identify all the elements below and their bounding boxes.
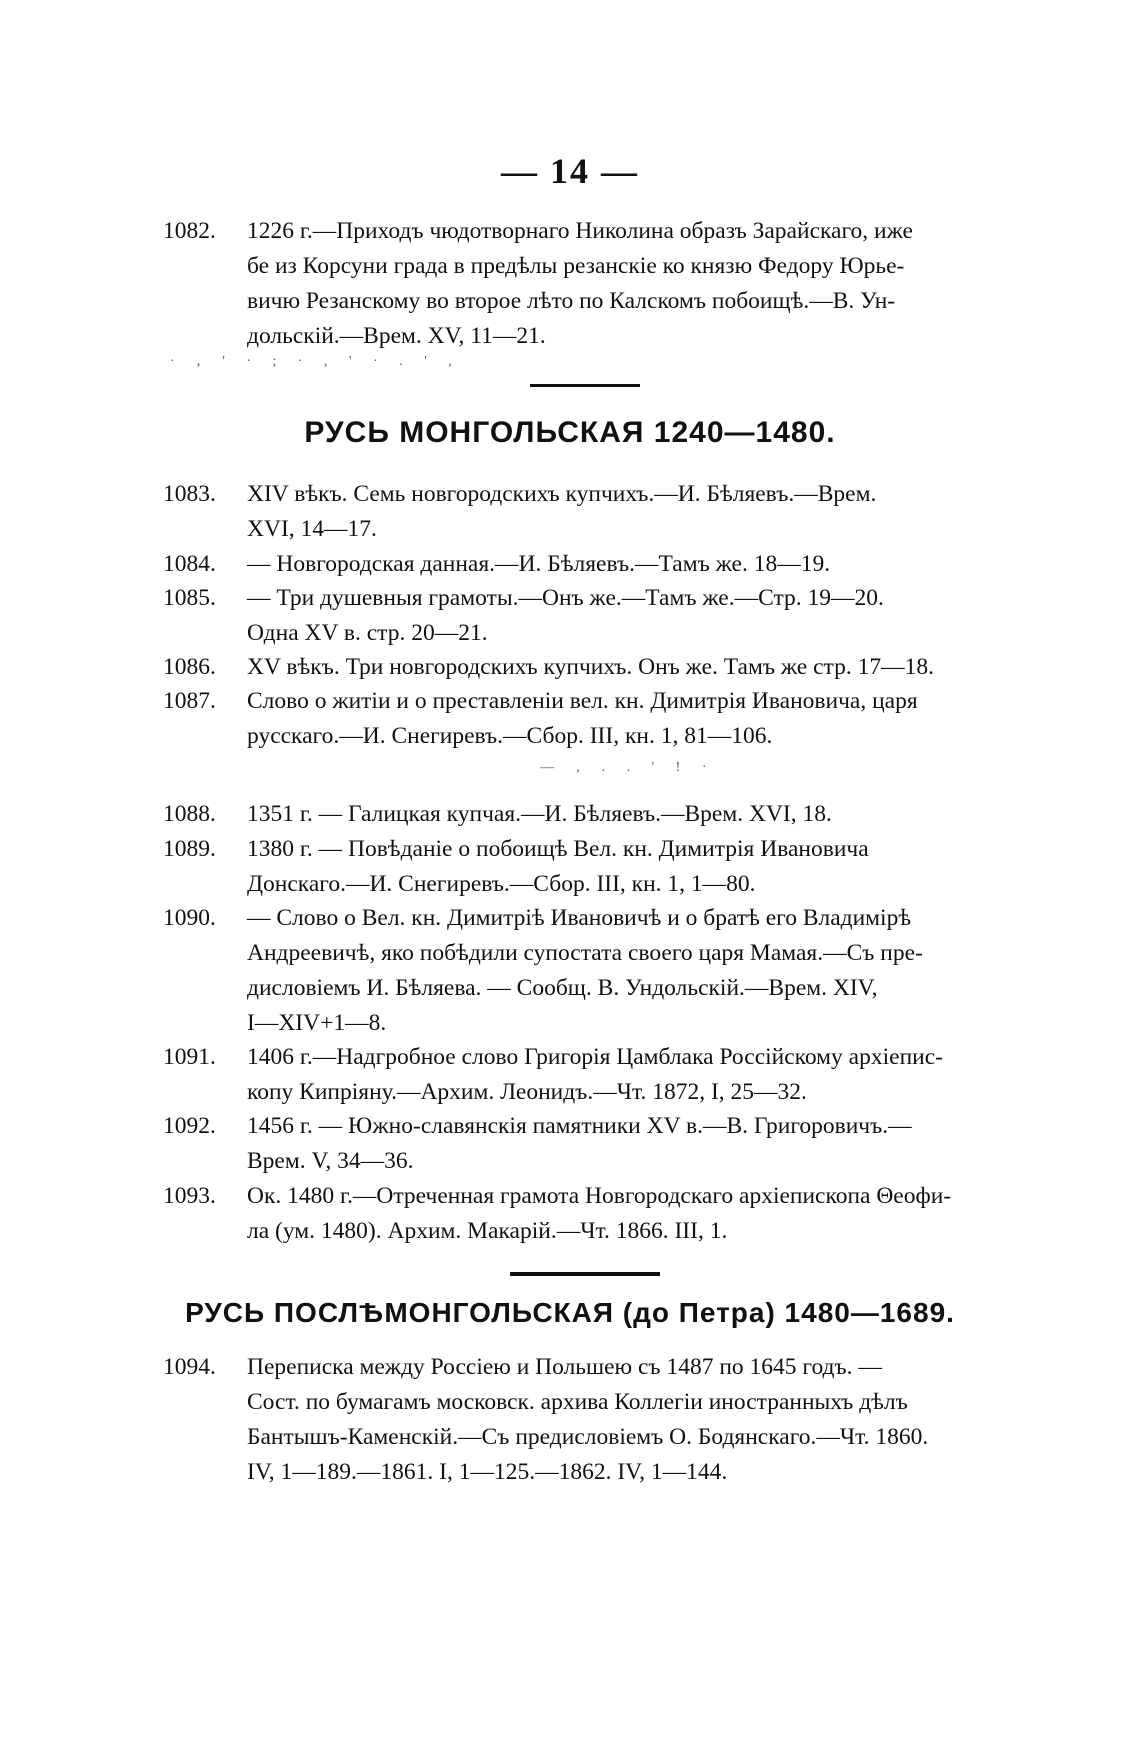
entry-line: IV, 1—189.—1861. I, 1—125.—1862. IV, 1—144.: [247, 1459, 728, 1485]
entry-number: 1082.: [163, 218, 216, 244]
divider-rule: [510, 1272, 660, 1276]
entry-line: 1351 г. — Галицкая купчая.—И. Бѣляевъ.—Врем. XVI, 18.: [247, 801, 832, 827]
page-number: — 14 —: [501, 151, 639, 191]
print-noise: · ‚ ' · ; · , ' · . ' ,: [170, 354, 461, 369]
entry-number: 1091.: [163, 1044, 216, 1070]
entry-number: 1092.: [163, 1113, 216, 1139]
entry-line: бе из Корсуни града в предѣлы резанскіе ко князю Федору Юрье-: [247, 253, 905, 279]
entry-line: XV вѣкъ. Три новгородскихъ купчихъ. Онъ же. Тамъ же стр. 17—18.: [247, 654, 934, 680]
entry-text: [247, 1350, 1043, 1490]
entry-line: — Новгородская данная.—И. Бѣляевъ.—Тамъ же. 18—19.: [247, 551, 831, 577]
section-heading: РУСЬ МОНГОЛЬСКАЯ 1240—1480.: [304, 416, 836, 449]
entry-number: 1093.: [163, 1183, 216, 1209]
entry-line: — Слово о Вел. кн. Димитріѣ Ивановичѣ и о братѣ его Владимірѣ: [247, 905, 912, 931]
entry: [163, 547, 1043, 582]
print-noise: — ‚ . . ' ! ·: [540, 760, 716, 775]
entry-line: XIV вѣкъ. Семь новгородскихъ купчихъ.—И. Бѣляевъ.—Врем.: [247, 481, 877, 507]
entry-line: дольскій.—Врем. XV, 11—21.: [247, 323, 546, 349]
entry-line: XVI, 14—17.: [247, 516, 377, 542]
entry-text: [247, 477, 1043, 547]
entry: [163, 797, 1043, 832]
entry-line: русскаго.—И. Снегиревъ.—Сбор. III, кн. 1, 81—106.: [247, 723, 773, 749]
entry-text: [247, 1109, 1043, 1179]
entry: [163, 477, 1043, 547]
entry: [163, 214, 1043, 354]
entry-line: Андреевичѣ, яко побѣдили супостата своего царя Мамая.—Съ пре-: [247, 940, 923, 966]
entry-text: [247, 581, 1043, 651]
entry-text: [247, 1179, 1043, 1249]
entry-line: копу Кипріяну.—Архим. Леонидъ.—Чт. 1872, I, 25—32.: [247, 1079, 807, 1105]
entry-number: 1090.: [163, 905, 216, 931]
entry-text: [247, 1040, 1043, 1110]
entry: [163, 581, 1043, 651]
entry: [163, 684, 1043, 754]
entry-line: Переписка между Россіею и Польшею съ 1487 по 1645 годъ. —: [247, 1354, 882, 1380]
entry-number: 1088.: [163, 801, 216, 827]
entry: [163, 901, 1043, 1041]
entry-line: — Три душевныя грамоты.—Онъ же.—Тамъ же.—Стр. 19—20.: [247, 585, 884, 611]
entry-text: [247, 797, 1043, 832]
entry-line: Врем. V, 34—36.: [247, 1148, 414, 1174]
entry-line: 1380 г. — Повѣданіе о побоищѣ Вел. кн. Димитрія Ивановича: [247, 836, 869, 862]
entry-number: 1086.: [163, 654, 216, 680]
entry-line: I—XIV+1—8.: [247, 1010, 387, 1036]
entry-line: 1456 г. — Южно-славянскія памятники XV в.—В. Григоровичъ.—: [247, 1113, 912, 1139]
entry-number: 1085.: [163, 585, 216, 611]
entry-number: 1094.: [163, 1354, 216, 1380]
entry-text: [247, 832, 1043, 902]
entry: [163, 1040, 1043, 1110]
entry: [163, 1109, 1043, 1179]
entry-line: дисловіемъ И. Бѣляева. — Сообщ. В. Ундольскій.—Врем. XIV,: [247, 975, 878, 1001]
section-heading: РУСЬ ПОСЛѢМОНГОЛЬСКАЯ (до Петра) 1480—1689.: [185, 1297, 955, 1328]
entry-text: [247, 650, 1043, 685]
entry: [163, 1179, 1043, 1249]
entry-line: Донскаго.—И. Снегиревъ.—Сбор. III, кн. 1, 1—80.: [247, 871, 756, 897]
entry-number: 1087.: [163, 688, 216, 714]
entry-number: 1083.: [163, 481, 216, 507]
entry-line: Бантышъ-Каменскій.—Съ предисловіемъ О. Бодянскаго.—Чт. 1860.: [247, 1424, 929, 1450]
entry-line: ла (ум. 1480). Архим. Макарій.—Чт. 1866. III, 1.: [247, 1218, 728, 1244]
entry-line: Ок. 1480 г.—Отреченная грамота Новгородскаго архіепископа Θеофи-: [247, 1183, 952, 1209]
entry-text: [247, 547, 1043, 582]
entry: [163, 650, 1043, 685]
entry-line: Сост. по бумагамъ московск. архива Коллегіи иностранныхъ дѣлъ: [247, 1389, 908, 1415]
entry-text: [247, 901, 1043, 1041]
entry-line: 1406 г.—Надгробное слово Григорія Цамблака Россійскому архіепис-: [247, 1044, 943, 1070]
entry: [163, 1350, 1043, 1490]
entry-number: 1084.: [163, 551, 216, 577]
entry: [163, 832, 1043, 902]
entry-number: 1089.: [163, 836, 216, 862]
entry-line: Одна XV в. стр. 20—21.: [247, 620, 488, 646]
entry-line: Слово о житіи и о преставленіи вел. кн. Димитрія Ивановича, царя: [247, 688, 918, 714]
divider-rule: [530, 384, 640, 387]
entry-text: [247, 214, 1043, 354]
entry-line: 1226 г.—Приходъ чюдотворнаго Николина образъ Зарайскаго, иже: [247, 218, 913, 244]
entry-line: вичю Резанскому во второе лѣто по Калскомъ побоищѣ.—В. Ун-: [247, 288, 896, 314]
entry-text: [247, 684, 1043, 754]
